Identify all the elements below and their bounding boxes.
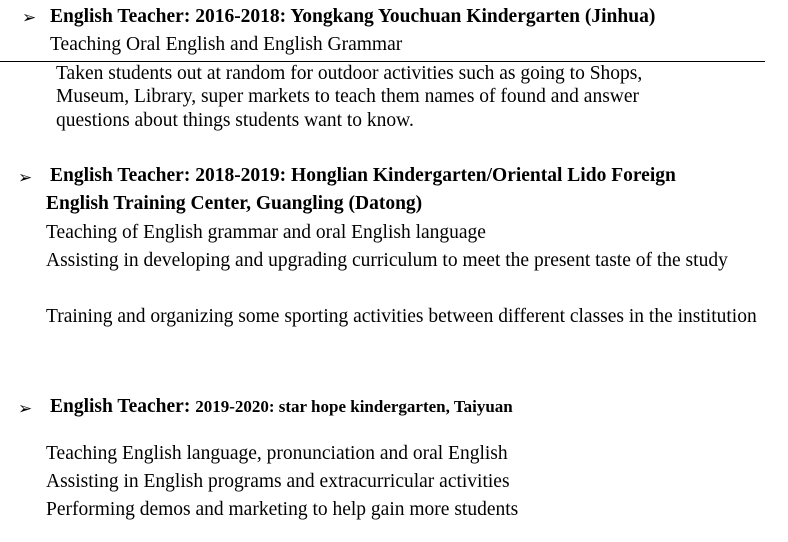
job-1-duty-2-line-2: Museum, Library, super markets to teach them names of found and answer	[56, 86, 640, 107]
bullet-arrow-icon: ➢	[18, 399, 33, 418]
job-1-duty-1: Teaching Oral English and English Grammar	[50, 34, 403, 55]
bullet-arrow-icon: ➢	[18, 168, 33, 187]
job-3-duty-2: Assisting in English programs and extracurricular activities	[46, 471, 510, 492]
job-heading-3-title: English Teacher:	[50, 396, 196, 417]
job-3-duty-3: Performing demos and marketing to help gain more students	[46, 499, 519, 520]
job-2-duty-3: Training and organizing some sporting activities between different classes in the institution	[46, 306, 757, 327]
job-heading-3	[50, 393, 513, 421]
job-heading-3-details: 2019-2020: star hope kindergarten, Taiyuan	[195, 397, 513, 416]
job-heading-2-line-2: English Training Center, Guangling (Datong)	[46, 193, 423, 214]
job-2-duty-1: Teaching of English grammar and oral English language	[46, 222, 486, 243]
job-3-duty-1: Teaching English language, pronunciation and oral English	[46, 443, 508, 464]
job-heading-1: English Teacher: 2016-2018: Yongkang Youchuan Kindergarten (Jinhua)	[50, 6, 656, 27]
job-1-duty-2-line-3: questions about things students want to know.	[56, 110, 414, 131]
job-heading-2-line-1: English Teacher: 2018-2019: Honglian Kindergarten/Oriental Lido Foreign	[50, 165, 676, 186]
job-2-duty-2: Assisting in developing and upgrading curriculum to meet the present taste of the study	[46, 250, 728, 271]
bullet-arrow-icon: ➢	[22, 8, 37, 27]
job-1-duty-2-line-1: Taken students out at random for outdoor activities such as going to Shops,	[56, 63, 643, 84]
